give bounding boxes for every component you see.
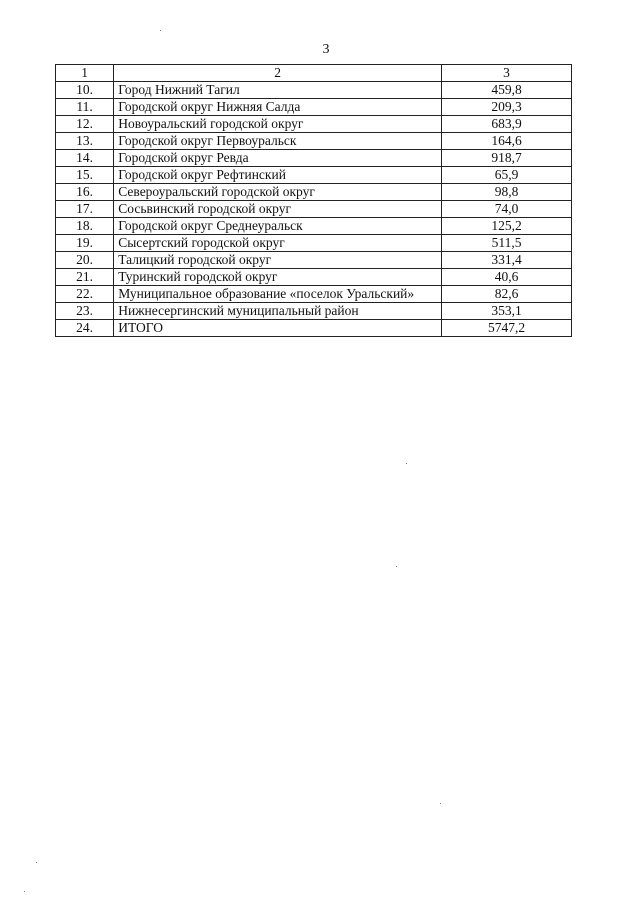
row-number-cell: 19. bbox=[56, 235, 114, 252]
row-name-cell: Сосьвинский городской округ bbox=[114, 201, 442, 218]
scan-speck bbox=[406, 463, 407, 464]
row-name-cell: Туринский городской округ bbox=[114, 269, 442, 286]
table-row bbox=[56, 235, 572, 252]
table-row bbox=[56, 303, 572, 320]
table-header-row bbox=[56, 65, 572, 82]
scan-speck bbox=[396, 566, 397, 567]
table-row bbox=[56, 218, 572, 235]
row-name-cell: Городской округ Среднеуральск bbox=[114, 218, 442, 235]
row-number-cell: 23. bbox=[56, 303, 114, 320]
row-value-cell: 331,4 bbox=[442, 252, 572, 269]
scan-speck bbox=[160, 30, 161, 31]
row-value-cell: 5747,2 bbox=[442, 320, 572, 337]
table-row bbox=[56, 116, 572, 133]
row-name-cell: Городской округ Первоуральск bbox=[114, 133, 442, 150]
table-row bbox=[56, 252, 572, 269]
row-name-cell: Городской округ Ревда bbox=[114, 150, 442, 167]
row-value-cell: 511,5 bbox=[442, 235, 572, 252]
row-value-cell: 98,8 bbox=[442, 184, 572, 201]
row-number-cell: 18. bbox=[56, 218, 114, 235]
row-value-cell: 65,9 bbox=[442, 167, 572, 184]
row-name-cell: Нижнесергинский муниципальный район bbox=[114, 303, 442, 320]
row-value-cell: 353,1 bbox=[442, 303, 572, 320]
row-value-cell: 918,7 bbox=[442, 150, 572, 167]
header-col-1: 1 bbox=[56, 65, 114, 82]
row-number-cell: 15. bbox=[56, 167, 114, 184]
table-row bbox=[56, 167, 572, 184]
table-row bbox=[56, 99, 572, 116]
row-value-cell: 40,6 bbox=[442, 269, 572, 286]
row-number-cell: 11. bbox=[56, 99, 114, 116]
row-number-cell: 21. bbox=[56, 269, 114, 286]
row-name-cell: Сысертский городской округ bbox=[114, 235, 442, 252]
table-row bbox=[56, 320, 572, 337]
table-row bbox=[56, 82, 572, 99]
page-number: 3 bbox=[322, 42, 330, 57]
row-value-cell: 209,3 bbox=[442, 99, 572, 116]
row-name-cell: Город Нижний Тагил bbox=[114, 82, 442, 99]
table-body bbox=[56, 82, 572, 337]
row-name-cell: Североуральский городской округ bbox=[114, 184, 442, 201]
table-row bbox=[56, 201, 572, 218]
row-value-cell: 82,6 bbox=[442, 286, 572, 303]
row-value-cell: 459,8 bbox=[442, 82, 572, 99]
row-number-cell: 22. bbox=[56, 286, 114, 303]
row-number-cell: 17. bbox=[56, 201, 114, 218]
table-row bbox=[56, 133, 572, 150]
scan-speck bbox=[440, 803, 441, 804]
row-value-cell: 164,6 bbox=[442, 133, 572, 150]
row-number-cell: 14. bbox=[56, 150, 114, 167]
row-name-cell: Муниципальное образование «поселок Уральский» bbox=[114, 286, 442, 303]
row-name-cell: Новоуральский городской округ bbox=[114, 116, 442, 133]
table-row bbox=[56, 150, 572, 167]
table-row bbox=[56, 269, 572, 286]
scan-speck bbox=[36, 862, 37, 863]
row-number-cell: 13. bbox=[56, 133, 114, 150]
table-row bbox=[56, 286, 572, 303]
row-number-cell: 16. bbox=[56, 184, 114, 201]
row-name-cell: Городской округ Рефтинский bbox=[114, 167, 442, 184]
header-col-2: 2 bbox=[114, 65, 442, 82]
row-name-cell: Городской округ Нижняя Салда bbox=[114, 99, 442, 116]
row-number-cell: 20. bbox=[56, 252, 114, 269]
row-value-cell: 683,9 bbox=[442, 116, 572, 133]
data-table bbox=[55, 64, 572, 337]
table-row bbox=[56, 184, 572, 201]
row-number-cell: 12. bbox=[56, 116, 114, 133]
row-number-cell: 24. bbox=[56, 320, 114, 337]
scan-speck bbox=[24, 891, 25, 892]
row-name-cell: ИТОГО bbox=[114, 320, 442, 337]
row-value-cell: 125,2 bbox=[442, 218, 572, 235]
row-number-cell: 10. bbox=[56, 82, 114, 99]
row-value-cell: 74,0 bbox=[442, 201, 572, 218]
header-col-3: 3 bbox=[442, 65, 572, 82]
row-name-cell: Талицкий городской округ bbox=[114, 252, 442, 269]
